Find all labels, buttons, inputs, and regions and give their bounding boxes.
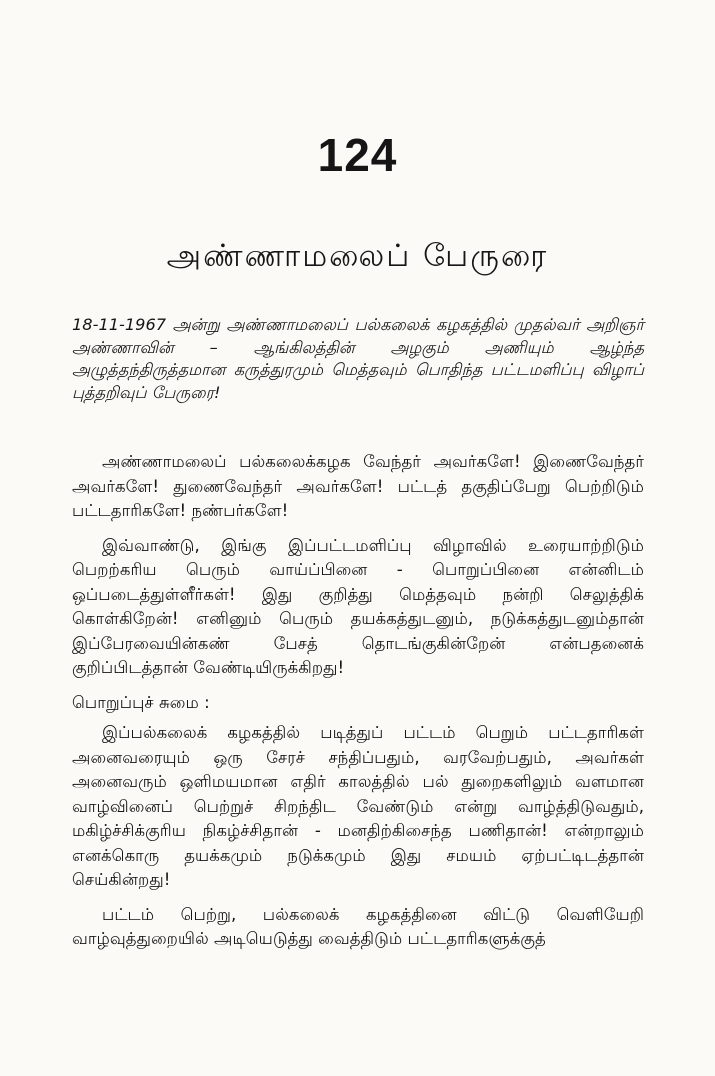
paragraph: இப்பல்கலைக் கழகத்தில் படித்துப் பட்டம் பெறும் பட்டதாரிகள் அனைவரையும் ஒரு சேரச் சந்திப்பதும், வரவேற்பதும், அவர்கள் அனைவரும் ஒளிமயமான எதிர் காலத்தில் பல் துறைகளிலும் வளமான வாழ்வினைப் பெற்றுச் சிறந்திட வேண்டும் என்று வாழ்த்திடுவதும், மகிழ்ச்சிக்குரிய நிகழ்ச்சிதான் - மனதிற்கிசைந்த பணிதான்! என்றாலும் எனக்கொரு தயக்கமும் நடுக்கமும் இது சமயம் ஏற்பட்டிடத்தான் செய்கின்றது! [72, 723, 644, 889]
paragraph: பட்டம் பெற்று, பல்கலைக் கழகத்தினை விட்டு வெளியேறி வாழ்வுத்துறையில் அடியெடுத்து வைத்திடும் பட்டதாரிகளுக்குத் [72, 904, 644, 948]
section-heading: பொறுப்புச் சுமை : [72, 692, 210, 712]
paragraph: அண்ணாமலைப் பல்கலைக்கழக வேந்தர் அவர்களே! இணைவேந்தர் அவர்களே! துணைவேந்தர் அவர்களே! பட்டத் தகுதிப்பேறு பெற்றிடும் பட்டதாரிகளே! நண்பர்களே! [72, 452, 644, 520]
paragraph: இவ்வாண்டு, இங்கு இப்பட்டமளிப்பு விழாவில் உரையாற்றிடும் பெறற்கரிய பெரும் வாய்ப்பினை - பொறுப்பினை என்னிடம் ஒப்படைத்துள்ளீர்கள்! இது குறித்து மெத்தவும் நன்றி செலுத்திக் கொள்கிறேன்! எனினும் பெரும் தயக்கத்துடனும், நடுக்கத்துடனும்தான் இப்பேரவையின்கண் பேசத் தொடங்குகின்றேன் என்பதனைக் குறிப்பிடத்தான் வேண்டியிருக்கிறது! [72, 535, 644, 677]
chapter-title: அண்ணாமலைப் பேருரை [166, 238, 549, 274]
chapter-number: 124 [317, 129, 398, 181]
chapter-intro: 18-11-1967 அன்று அண்ணாமலைப் பல்கலைக் கழகத்தில் முதல்வர் அறிஞர் அண்ணாவின் – ஆங்கிலத்தின் அழகும் அணியும் ஆழ்ந்த அழுத்தந்திருத்தமான கருத்துரமும் மெத்தவும் பொதிந்த பட்டமளிப்பு விழாப் புத்தறிவுப் பேருரை! [72, 315, 644, 403]
body-text [72, 450, 644, 952]
